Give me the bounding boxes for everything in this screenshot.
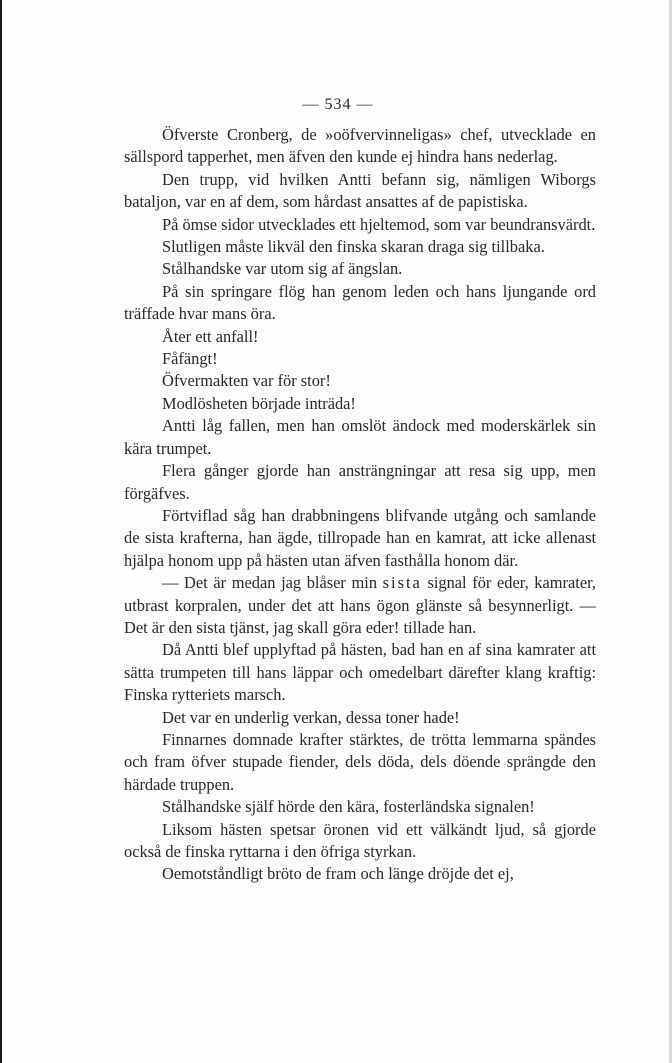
paragraph: Öfvermakten var för stor! (162, 371, 331, 391)
page-number: — 534 — (302, 96, 374, 113)
paragraph: Öfverste Cronberg, de »oöfvervinneligas» chef, utvecklade en sällspord tapperhet, men äfven den kunde ej hindra hans nederlag. (124, 125, 596, 167)
dialogue-emphasis: sista (382, 573, 422, 593)
paragraph: Då Antti blef upplyftad på hästen, bad han en af sina kamrater att sätta trumpeten till hans läppar och omedelbart därefter klang kraftig: Finska rytteriets marsch. (124, 640, 596, 705)
paragraph: Den trupp, vid hvilken Antti befann sig, nämligen Wiborgs bataljon, var en af dem, som hårdast ansattes af de papistiska. (124, 169, 596, 212)
paragraph: Stålhandske själf hörde den kära, fosterländska signalen! (162, 797, 535, 817)
paragraph: Det var en underlig verkan, dessa toner hade! (162, 707, 460, 727)
paragraph: Stålhandske var utom sig af ängslan. (162, 259, 403, 279)
paragraph: Förtviflad såg han drabbningens blifvande utgång och samlande de sista krafterna, han ägde, tillropade han en kamrat, att icke allenast hjälpa honom upp på hästen utan äfven fasthålla honom där. (124, 505, 596, 570)
dialogue-after: signal för eder, kamrater, utbrast korpralen, under det att hans ögon glänste så besynnerligt. — Det är den sista tjänst, jag skall göra eder! tillade han. (124, 573, 596, 637)
paragraph-dialogue (124, 572, 596, 639)
paragraph: På sin springare flög han genom leden och hans ljungande ord träffade hvar mans öra. (124, 281, 596, 324)
paragraph: Flera gånger gjorde han ansträngningar att resa sig upp, men förgäfves. (124, 461, 596, 503)
paragraph: Åter ett anfall! (162, 326, 259, 346)
dialogue-before: — Det är medan jag blåser min (162, 573, 383, 593)
paragraph: Modlösheten började inträda! (162, 393, 356, 413)
paragraph: På ömse sidor utvecklades ett hjeltemod, som var beundransvärdt. (162, 214, 596, 234)
paragraph: Liksom hästen spetsar öronen vid ett välkändt ljud, så gjorde också de finska ryttarna i den öfriga styrkan. (124, 819, 596, 861)
body-text (124, 124, 596, 886)
paragraph: Finnarnes domnade krafter stärktes, de trötta lemmarna spändes och fram öfver stupade fiender, dels döda, dels döende sprängde den härdade truppen. (124, 729, 596, 794)
paragraph: Slutligen måste likväl den finska skaran draga sig tillbaka. (162, 237, 545, 257)
paragraph: Fåfängt! (162, 349, 218, 369)
paragraph: Antti låg fallen, men han omslöt ändock med moderskärlek sin kära trumpet. (124, 416, 596, 458)
paragraph: Oemotståndligt bröto de fram och länge dröjde det ej, (162, 864, 514, 884)
